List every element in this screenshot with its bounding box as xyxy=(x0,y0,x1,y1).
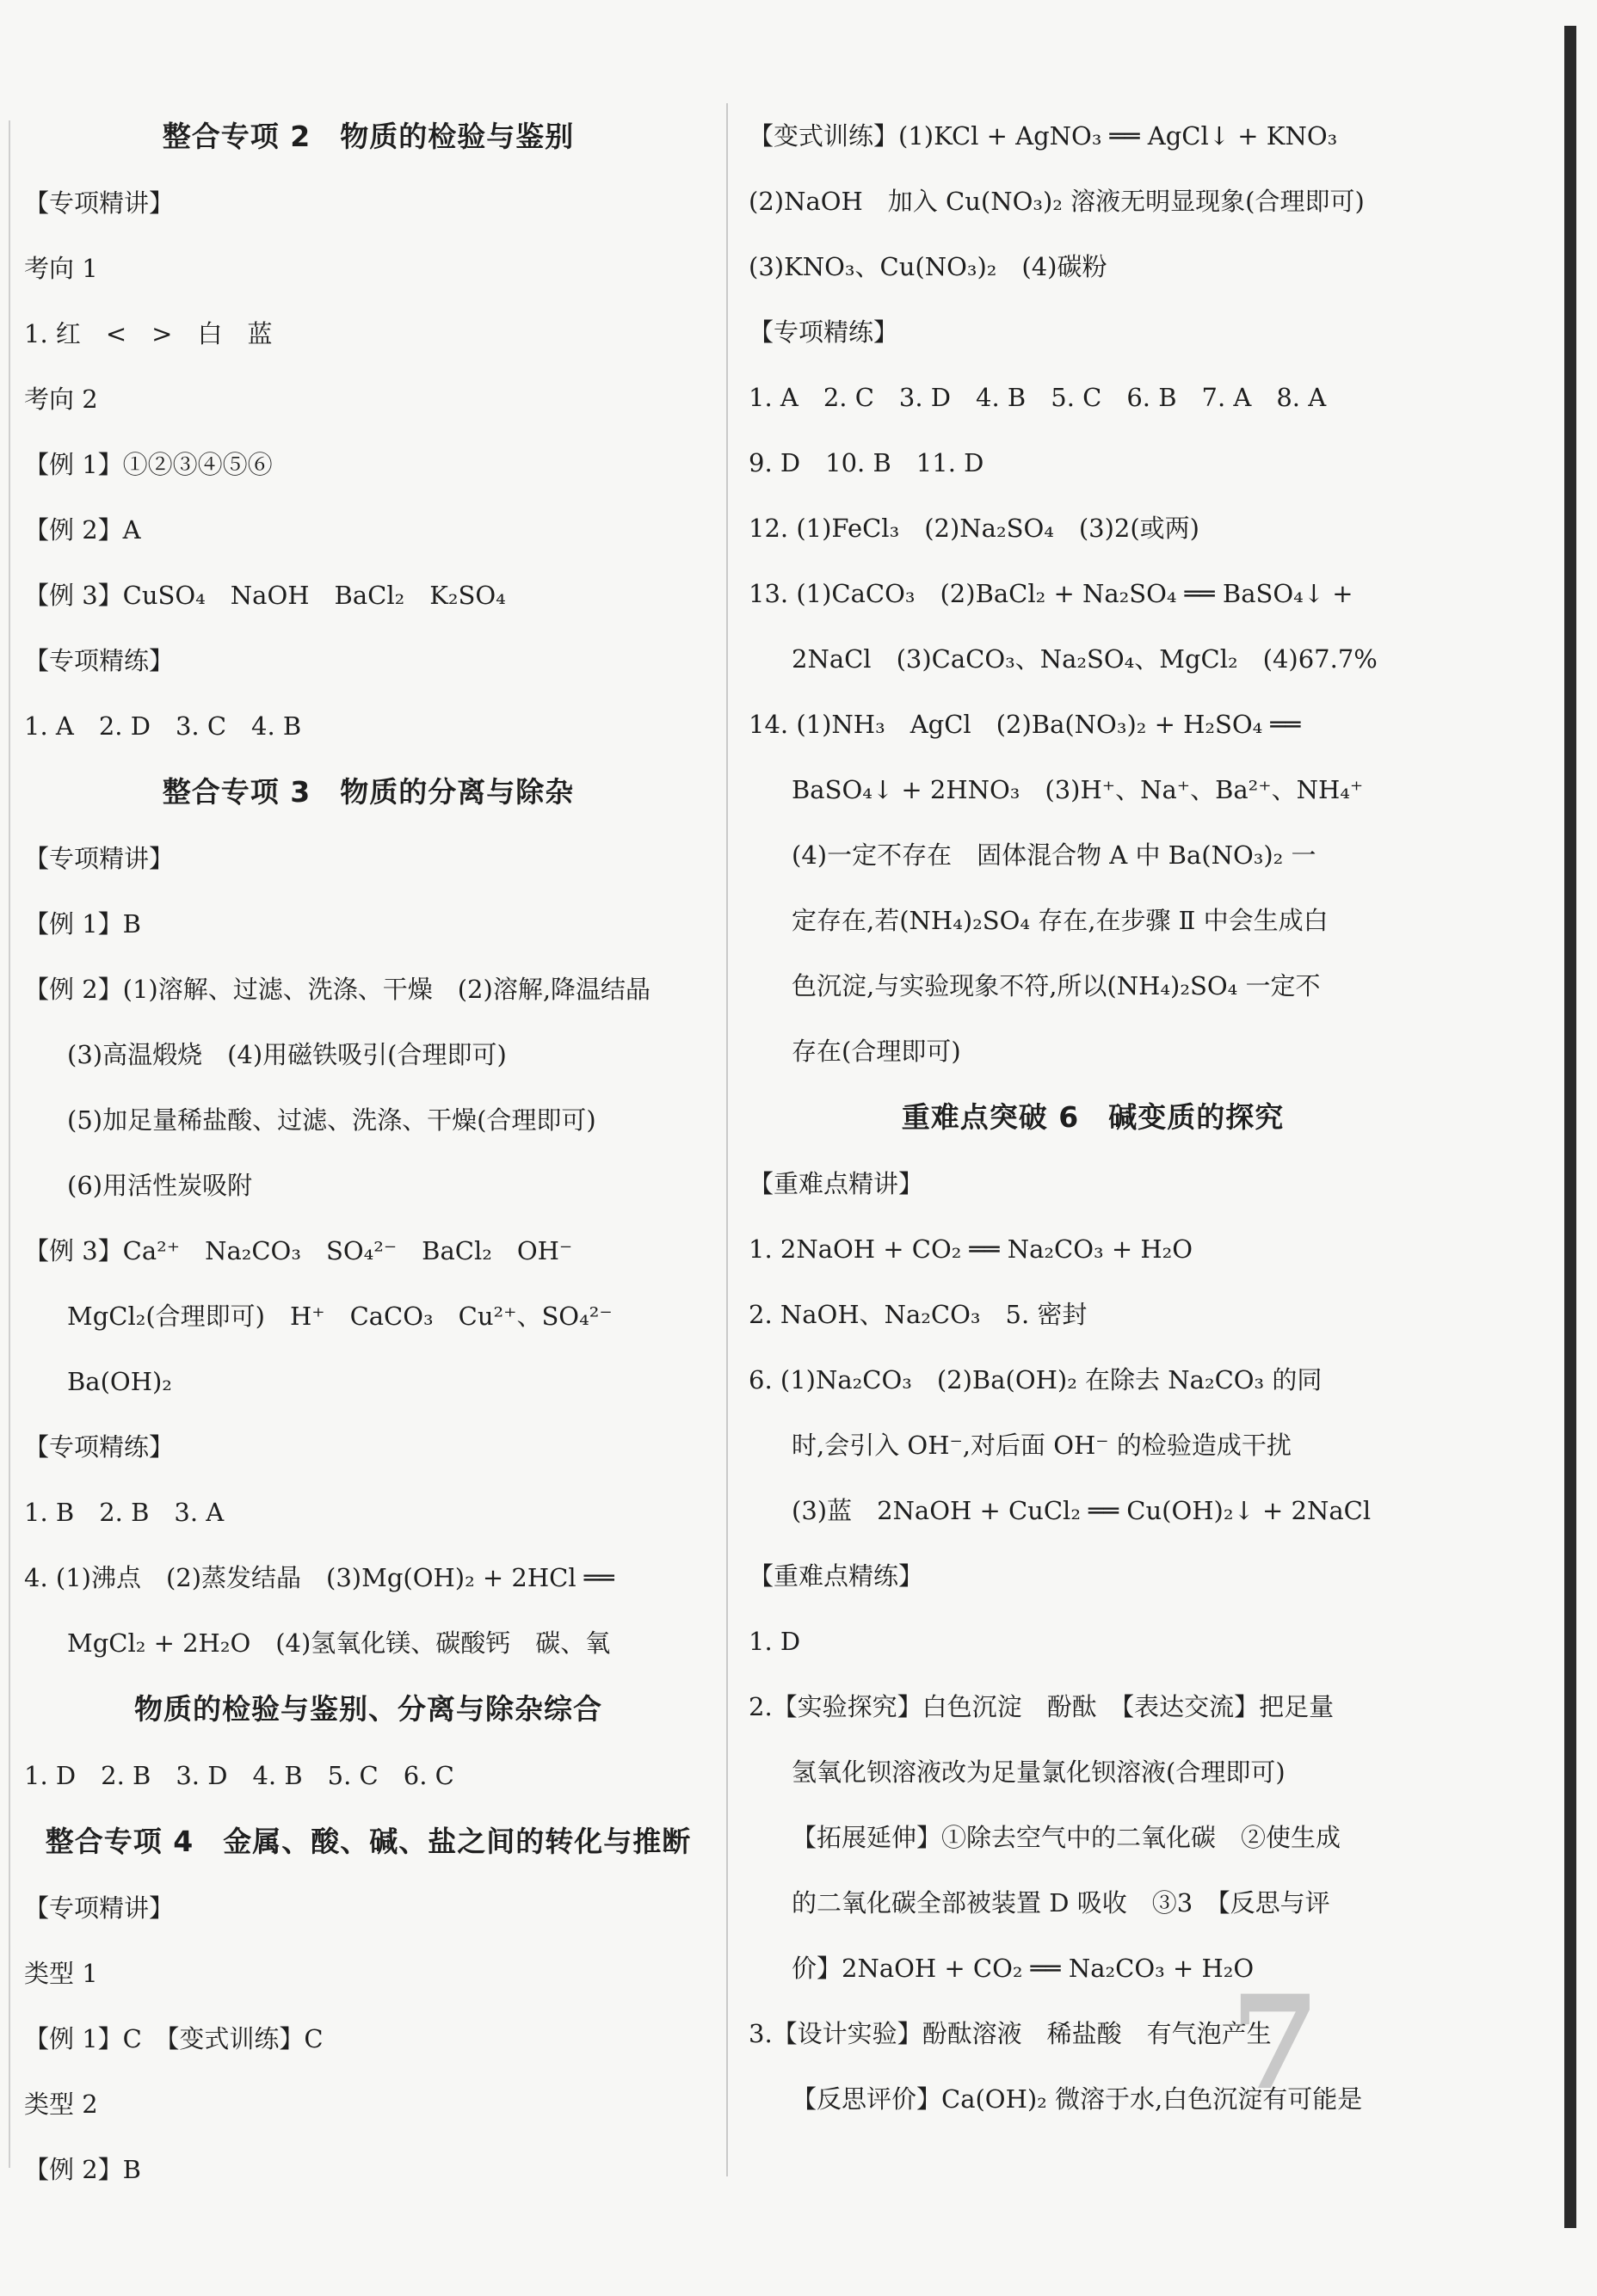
answer-line: 【例 1】C 【变式训练】C xyxy=(24,2024,324,2053)
answer-line: 考向 2 xyxy=(24,385,98,414)
answer-line: 【专项精讲】 xyxy=(24,188,175,218)
answer-line: 【例 1】①②③④⑤⑥ xyxy=(24,450,273,479)
answer-line: BaSO₄↓ + 2HNO₃ (3)H⁺、Na⁺、Ba²⁺、NH₄⁺ xyxy=(792,775,1364,804)
answer-line: 色沉淀,与实验现象不符,所以(NH₄)₂SO₄ 一定不 xyxy=(792,971,1321,1000)
section-heading: 整合专项 4 金属、酸、碱、盐之间的转化与推断 xyxy=(45,1825,692,1858)
answer-line: 1. D xyxy=(749,1627,801,1656)
answer-line: 【专项精讲】 xyxy=(24,1893,175,1923)
answer-line: (3)KNO₃、Cu(NO₃)₂ (4)碳粉 xyxy=(749,252,1107,281)
answer-line: 【拓展延伸】①除去空气中的二氧化碳 ②使生成 xyxy=(792,1823,1341,1852)
answer-line: 【重难点精练】 xyxy=(749,1561,924,1591)
answer-line: 2NaCl (3)CaCO₃、Na₂SO₄、MgCl₂ (4)67.7% xyxy=(792,644,1378,674)
page-edge-bar xyxy=(1564,26,1576,2228)
answer-line: 的二氧化碳全部被装置 D 吸收 ③3 【反思与评 xyxy=(792,1888,1330,1917)
section-heading: 整合专项 2 物质的检验与鉴别 xyxy=(162,120,575,153)
answer-line: 定存在,若(NH₄)₂SO₄ 存在,在步骤 Ⅱ 中会生成白 xyxy=(792,906,1329,935)
answer-line: (3)蓝 2NaOH + CuCl₂ ══ Cu(OH)₂↓ + 2NaCl xyxy=(792,1496,1372,1525)
answer-line: 14. (1)NH₃ AgCl (2)Ba(NO₃)₂ + H₂SO₄ ══ xyxy=(749,710,1301,739)
answer-line: Ba(OH)₂ xyxy=(67,1367,172,1396)
answer-line: 6. (1)Na₂CO₃ (2)Ba(OH)₂ 在除去 Na₂CO₃ 的同 xyxy=(749,1365,1323,1394)
answer-line: 价】2NaOH + CO₂ ══ Na₂CO₃ + H₂O xyxy=(792,1954,1255,1983)
section-heading: 物质的检验与鉴别、分离与除杂综合 xyxy=(134,1692,602,1726)
answer-line: 1. A 2. D 3. C 4. B xyxy=(24,711,302,741)
answer-line: 【例 2】A xyxy=(24,515,141,545)
answer-line: 【例 3】CuSO₄ NaOH BaCl₂ K₂SO₄ xyxy=(24,581,506,610)
answer-line: (4)一定不存在 固体混合物 A 中 Ba(NO₃)₂ 一 xyxy=(792,840,1316,870)
answer-line: (2)NaOH 加入 Cu(NO₃)₂ 溶液无明显现象(合理即可) xyxy=(749,187,1365,216)
left-column xyxy=(24,103,712,2202)
answer-line: 【重难点精讲】 xyxy=(749,1169,924,1198)
answer-line: 1. D 2. B 3. D 4. B 5. C 6. C xyxy=(24,1761,454,1790)
answer-line: 【反思评价】Ca(OH)₂ 微溶于水,白色沉淀有可能是 xyxy=(792,2084,1363,2114)
answer-line: 氢氧化钡溶液改为足量氯化钡溶液(合理即可) xyxy=(792,1757,1286,1787)
answer-line: (6)用活性炭吸附 xyxy=(67,1171,253,1200)
answer-line: 【例 2】B xyxy=(24,2155,141,2184)
answer-line: 类型 1 xyxy=(24,1959,98,1988)
answer-line: 考向 1 xyxy=(24,254,98,283)
answer-line: (3)高温煅烧 (4)用磁铁吸引(合理即可) xyxy=(67,1040,507,1069)
answer-line: MgCl₂(合理即可) H⁺ CaCO₃ Cu²⁺、SO₄²⁻ xyxy=(67,1302,613,1331)
section-heading: 重难点突破 6 碱变质的探究 xyxy=(901,1100,1285,1134)
answer-line: 2.【实验探究】白色沉淀 酚酞 【表达交流】把足量 xyxy=(749,1692,1335,1721)
answer-line: 【专项精练】 xyxy=(24,1432,175,1462)
answer-line: 【专项精练】 xyxy=(749,317,899,347)
answer-line: 13. (1)CaCO₃ (2)BaCl₂ + Na₂SO₄ ══ BaSO₄↓ + xyxy=(749,579,1353,608)
answer-line: 类型 2 xyxy=(24,2090,98,2119)
answer-line: 1. 2NaOH + CO₂ ══ Na₂CO₃ + H₂O xyxy=(749,1234,1193,1264)
answer-line: 存在(合理即可) xyxy=(792,1037,961,1066)
answer-line: 3.【设计实验】酚酞溶液 稀盐酸 有气泡产生 xyxy=(749,2019,1272,2048)
section-heading: 整合专项 3 物质的分离与除杂 xyxy=(162,775,575,809)
left-margin-rule xyxy=(9,120,10,2168)
answer-line: 【变式训练】(1)KCl + AgNO₃ ══ AgCl↓ + KNO₃ xyxy=(749,121,1338,151)
answer-line: 【专项精讲】 xyxy=(24,844,175,873)
answer-line: 4. (1)沸点 (2)蒸发结晶 (3)Mg(OH)₂ + 2HCl ══ xyxy=(24,1563,614,1592)
answer-line: (5)加足量稀盐酸、过滤、洗涤、干燥(合理即可) xyxy=(67,1105,596,1135)
page-number: 7 xyxy=(1230,1967,1321,2119)
answer-line: MgCl₂ + 2H₂O (4)氢氧化镁、碳酸钙 碳、氧 xyxy=(67,1628,611,1658)
answer-line: 1. B 2. B 3. A xyxy=(24,1498,225,1527)
column-divider xyxy=(726,103,728,2176)
answer-line: 9. D 10. B 11. D xyxy=(749,448,984,477)
answer-line: 1. 红 < > 白 蓝 xyxy=(24,319,273,348)
answer-line: 【专项精练】 xyxy=(24,646,175,675)
answer-line: 【例 3】Ca²⁺ Na₂CO₃ SO₄²⁻ BaCl₂ OH⁻ xyxy=(24,1236,573,1265)
answer-line: 时,会引入 OH⁻,对后面 OH⁻ 的检验造成干扰 xyxy=(792,1431,1292,1460)
answer-line: 1. A 2. C 3. D 4. B 5. C 6. B 7. A 8. A xyxy=(749,383,1327,412)
answer-line: 12. (1)FeCl₃ (2)Na₂SO₄ (3)2(或两) xyxy=(749,514,1199,543)
answer-line: 2. NaOH、Na₂CO₃ 5. 密封 xyxy=(749,1300,1088,1329)
answer-line: 【例 2】(1)溶解、过滤、洗涤、干燥 (2)溶解,降温结晶 xyxy=(24,975,651,1004)
answer-line: 【例 1】B xyxy=(24,909,141,939)
right-column xyxy=(749,103,1437,2132)
